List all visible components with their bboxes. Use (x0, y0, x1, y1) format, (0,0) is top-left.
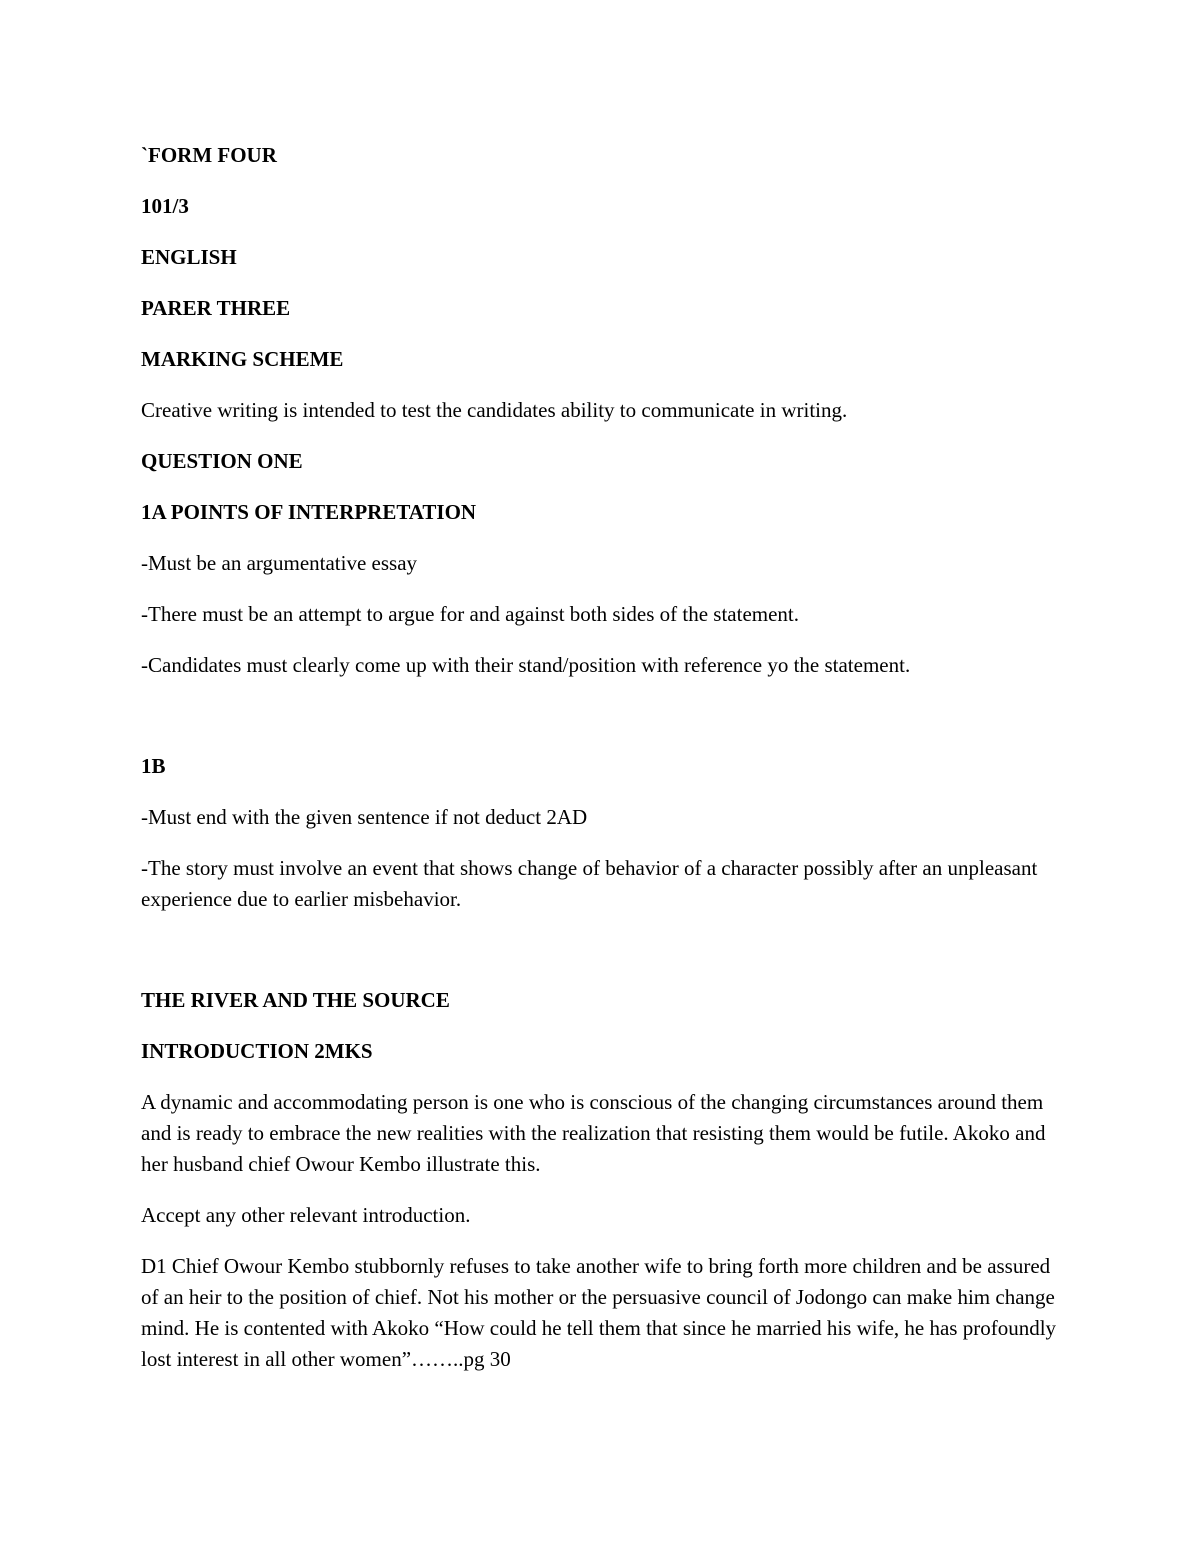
paper-heading: PARER THREE (141, 296, 291, 320)
accept-note: Accept any other relevant introduction. (141, 1203, 471, 1227)
part-a-point: -Must be an argumentative essay (141, 551, 418, 575)
part-b-point: -The story must involve an event that shows change of behavior of a character possibly after an unpleasant experience due to earlier misbehavior. (141, 856, 1038, 911)
river-section-heading: THE RIVER AND THE SOURCE (141, 988, 450, 1012)
document-body (141, 140, 1071, 1395)
marking-scheme-heading: MARKING SCHEME (141, 347, 344, 371)
introduction-paragraph: A dynamic and accommodating person is one who is conscious of the changing circumstances around them and is ready to embrace the new realities with the realization that resisting them would be futile. Akoko and her husband chief Owour Kembo illustrate this. (141, 1090, 1046, 1176)
question-one-heading: QUESTION ONE (141, 449, 303, 473)
part-b-point: -Must end with the given sentence if not deduct 2AD (141, 805, 588, 829)
part-a-point: -Candidates must clearly come up with their stand/position with reference yo the statement. (141, 653, 911, 677)
part-a-point: -There must be an attempt to argue for and against both sides of the statement. (141, 602, 800, 626)
d1-paragraph: D1 Chief Owour Kembo stubbornly refuses to take another wife to bring forth more children and be assured of an heir to the position of chief. Not his mother or the persuasive council of Jodongo can make him change mind. He is contented with Akoko “How could he tell them that since he married his wife, he has profoundly lost interest in all other women”……..pg 30 (141, 1254, 1057, 1371)
form-heading: `FORM FOUR (141, 143, 277, 167)
introduction-heading: INTRODUCTION 2MKS (141, 1039, 373, 1063)
part-b-heading: 1B (141, 754, 166, 778)
paper-code: 101/3 (141, 194, 189, 218)
subject-heading: ENGLISH (141, 245, 237, 269)
intro-paragraph: Creative writing is intended to test the candidates ability to communicate in writing. (141, 398, 848, 422)
part-a-heading: 1A POINTS OF INTERPRETATION (141, 500, 477, 524)
